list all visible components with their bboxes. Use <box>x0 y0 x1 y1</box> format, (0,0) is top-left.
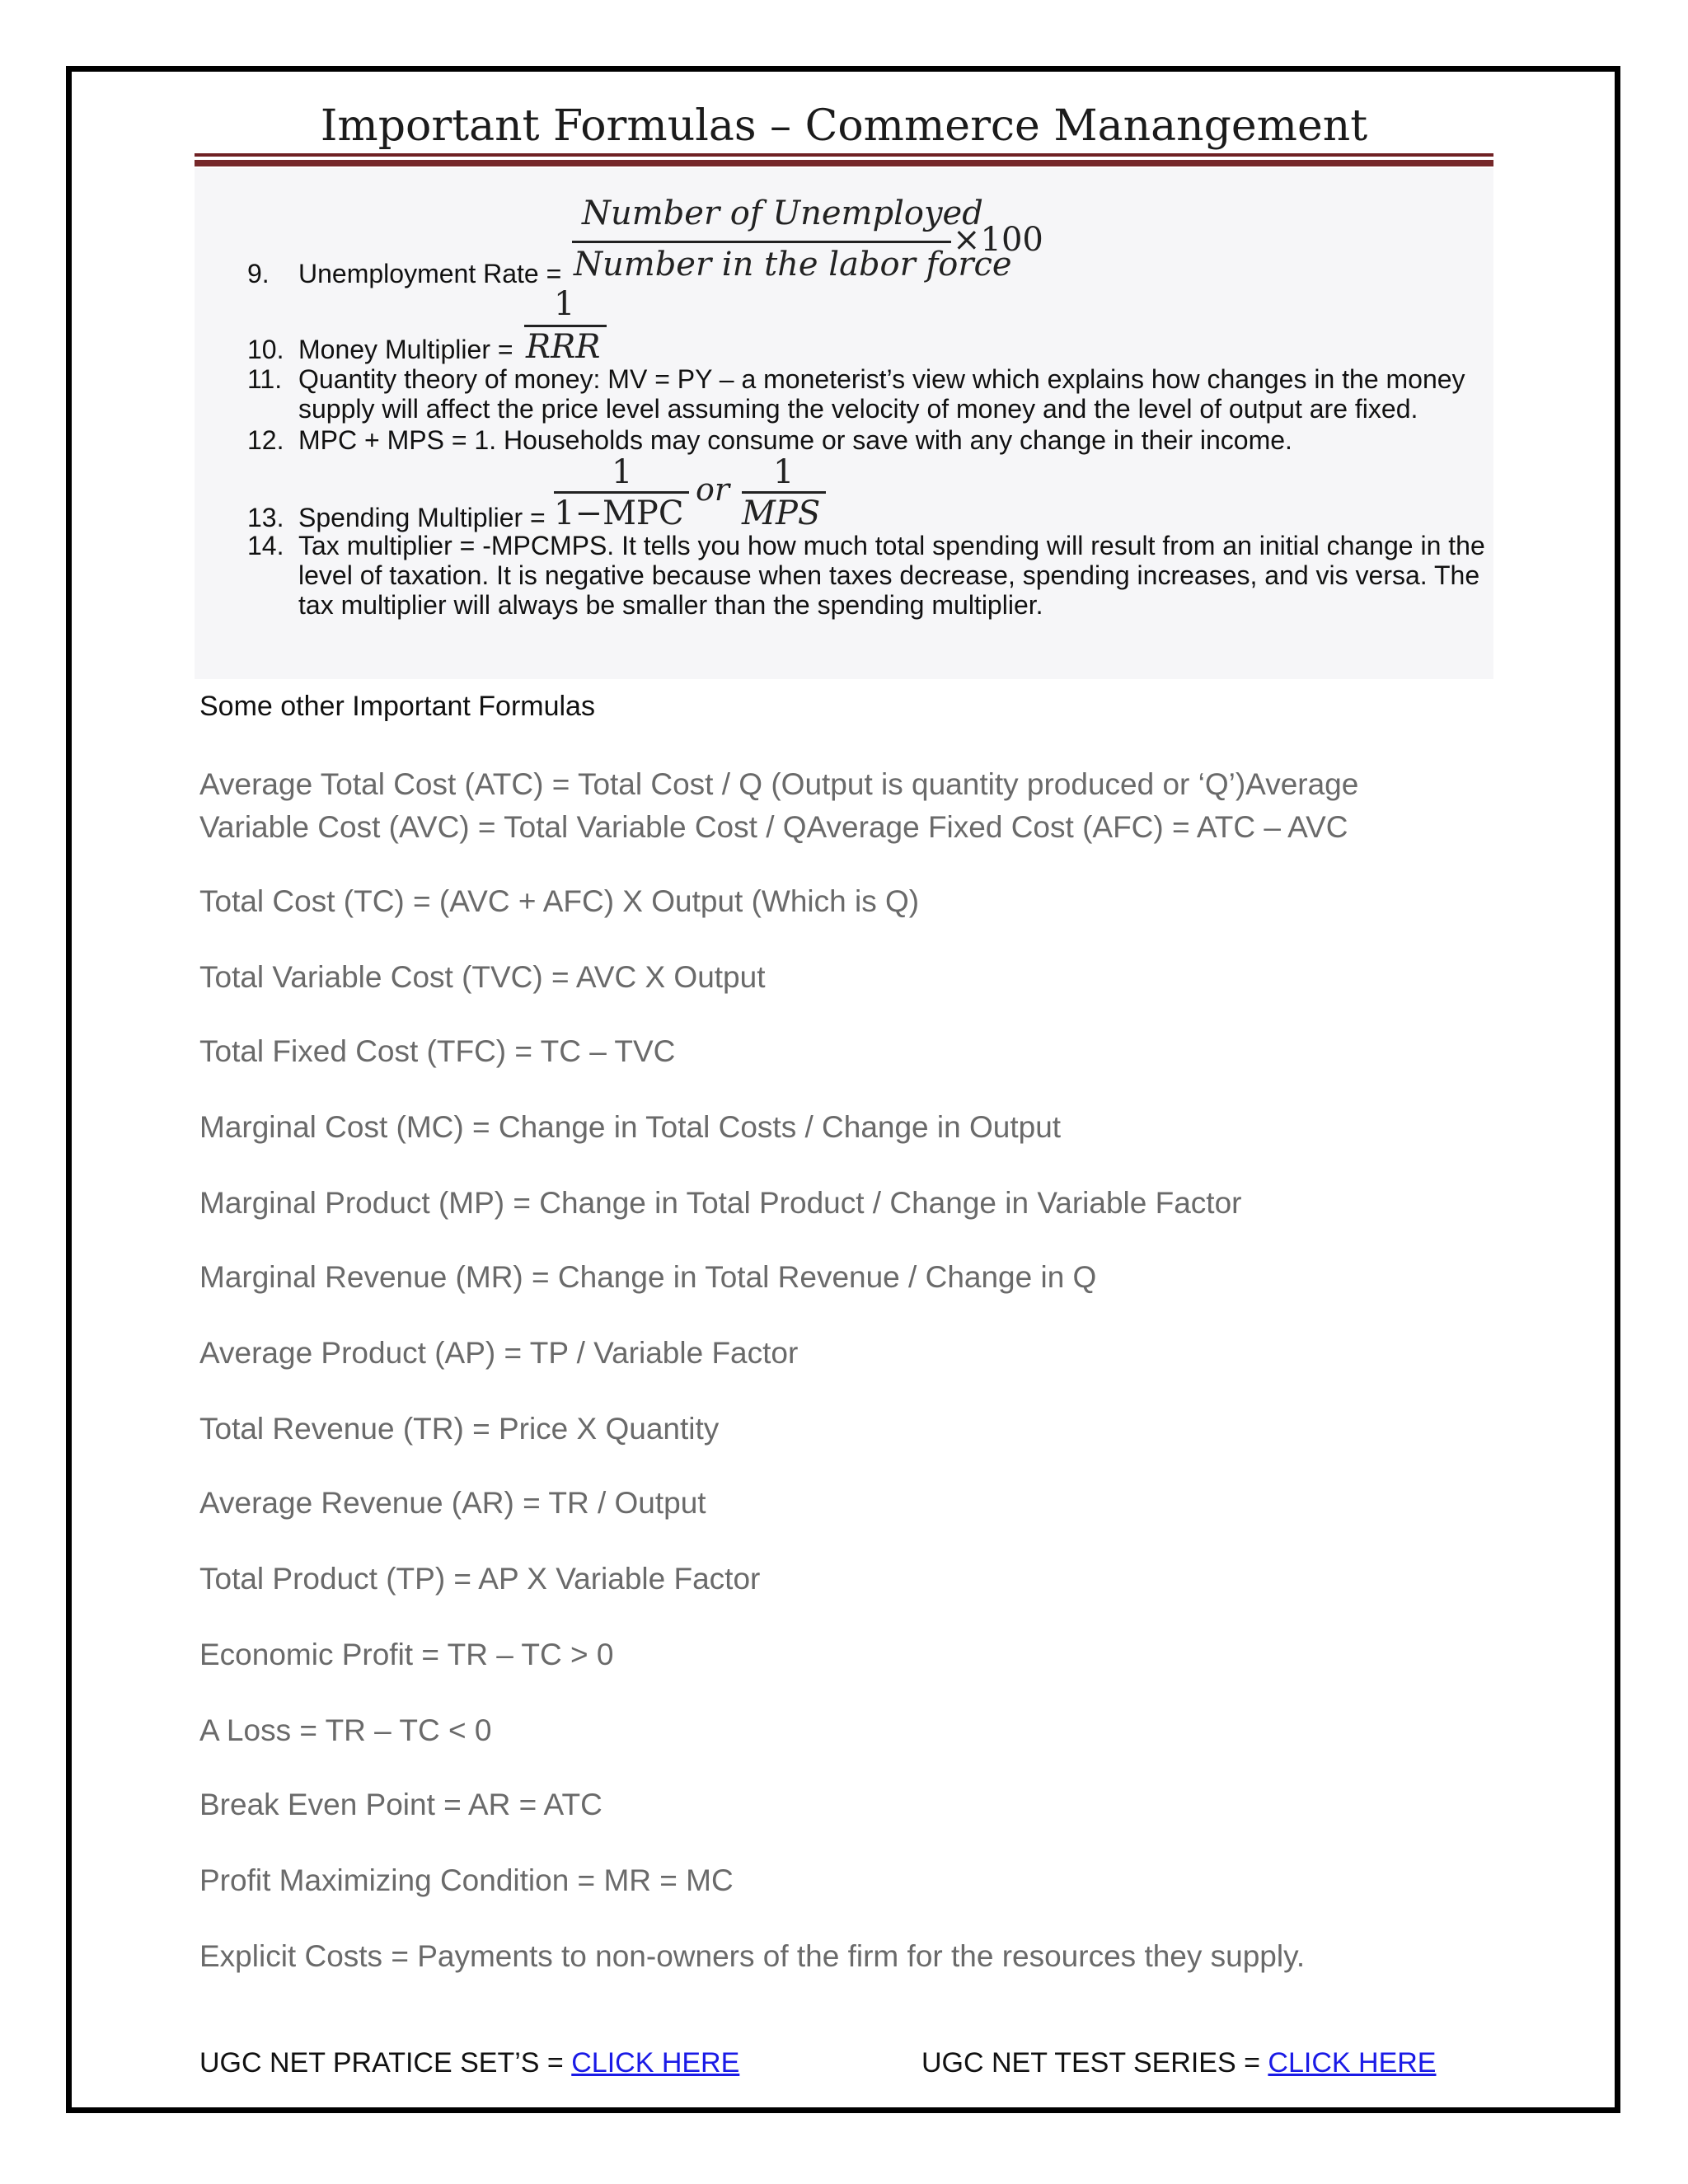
formula-number: 10. <box>247 335 284 364</box>
formula-text-line: Marginal Product (MP) = Change in Total Product / Change in Variable Factor <box>199 1186 1242 1220</box>
fraction-bar <box>742 491 826 494</box>
formula-text-line: Total Revenue (TR) = Price X Quantity <box>199 1412 720 1446</box>
formula-text-line: Economic Profit = TR – TC > 0 <box>199 1638 614 1671</box>
footer-test-label: UGC NET TEST SERIES = <box>921 2047 1260 2079</box>
fraction-numerator: 1 <box>612 453 633 491</box>
formula-text-line: Total Variable Cost (TVC) = AVC X Output <box>199 960 766 994</box>
formula-text-line: Marginal Revenue (MR) = Change in Total Revenue / Change in Q <box>199 1260 1097 1294</box>
formula-line: tax multiplier will always be smaller than the spending multiplier. <box>298 590 1043 620</box>
fraction-numerator: Number of Unemployed <box>582 194 983 232</box>
formula-line: supply will affect the price level assuming the velocity of money and the level of output are fixed. <box>298 394 1418 424</box>
formula-text-line: Profit Maximizing Condition = MR = MC <box>199 1863 734 1897</box>
formula-number: 9. <box>247 259 270 288</box>
formula-number: 13. <box>247 503 284 532</box>
formula-text-line: Break Even Point = AR = ATC <box>199 1788 603 1821</box>
formula-label: Unemployment Rate = <box>298 259 562 288</box>
fraction-denominator: Number in the labor force <box>574 246 1012 284</box>
fraction-denominator: RRR <box>526 328 601 366</box>
formula-text-line: Total Cost (TC) = (AVC + AFC) X Output (Which is Q) <box>199 884 920 918</box>
or-connector: or <box>696 471 730 508</box>
formula-text-line: Explicit Costs = Payments to non-owners of the firm for the resources they supply. <box>199 1939 1306 1973</box>
formula-line: MPC + MPS = 1. Households may consume or save with any change in their income. <box>298 425 1292 455</box>
formula-text-line: Total Fixed Cost (TFC) = TC – TVC <box>199 1034 676 1068</box>
fraction-suffix: ×100 <box>953 221 1043 259</box>
formula-text-line: Average Product (AP) = TP / Variable Factor <box>199 1336 799 1370</box>
footer-practice-sets <box>199 2047 739 2079</box>
fraction-denominator: MPS <box>742 494 821 532</box>
test-series-link[interactable]: CLICK HERE <box>1268 2047 1437 2079</box>
formula-line: Quantity theory of money: MV = PY – a moneterist’s view which explains how changes in the money <box>298 364 1465 394</box>
formula-line: level of taxation. It is negative because when taxes decrease, spending increases, and vis versa. The <box>298 560 1480 590</box>
fraction-bar <box>554 491 689 494</box>
formula-text-line: Variable Cost (AVC) = Total Variable Cost / QAverage Fixed Cost (AFC) = ATC – AVC <box>199 810 1348 844</box>
fraction-bar <box>572 241 951 243</box>
title-rule-thick <box>195 160 1493 166</box>
formula-number: 14. <box>247 531 284 560</box>
formula-number: 12. <box>247 425 284 455</box>
formula-line: Tax multiplier = -MPCMPS. It tells you how much total spending will result from an initial change in the <box>298 531 1485 560</box>
practice-sets-link[interactable]: CLICK HERE <box>571 2047 740 2079</box>
fraction-bar <box>524 325 607 327</box>
title-rule-thin <box>195 153 1493 157</box>
formula-text-line: Marginal Cost (MC) = Change in Total Costs / Change in Output <box>199 1110 1062 1144</box>
formula-text-line: Total Product (TP) = AP X Variable Factor <box>199 1562 761 1596</box>
fraction-numerator: 1 <box>554 285 575 323</box>
formula-text-line: A Loss = TR – TC < 0 <box>199 1713 492 1747</box>
formula-text-line: Average Revenue (AR) = TR / Output <box>199 1486 706 1520</box>
formula-label: Spending Multiplier = <box>298 503 546 532</box>
fraction-denominator: 1−MPC <box>554 494 684 532</box>
formula-number: 11. <box>247 364 283 394</box>
footer-practice-label: UGC NET PRATICE SET’S = <box>199 2047 564 2079</box>
formula-text-line: Average Total Cost (ATC) = Total Cost / Q (Output is quantity produced or ‘Q’)Average <box>199 767 1359 801</box>
footer-test-series <box>921 2047 1436 2079</box>
formula-label: Money Multiplier = <box>298 335 513 364</box>
fraction-numerator: 1 <box>773 453 795 491</box>
section-heading: Some other Important Formulas <box>199 691 595 722</box>
page-title: Important Formulas – Commerce Manangement <box>320 101 1368 151</box>
